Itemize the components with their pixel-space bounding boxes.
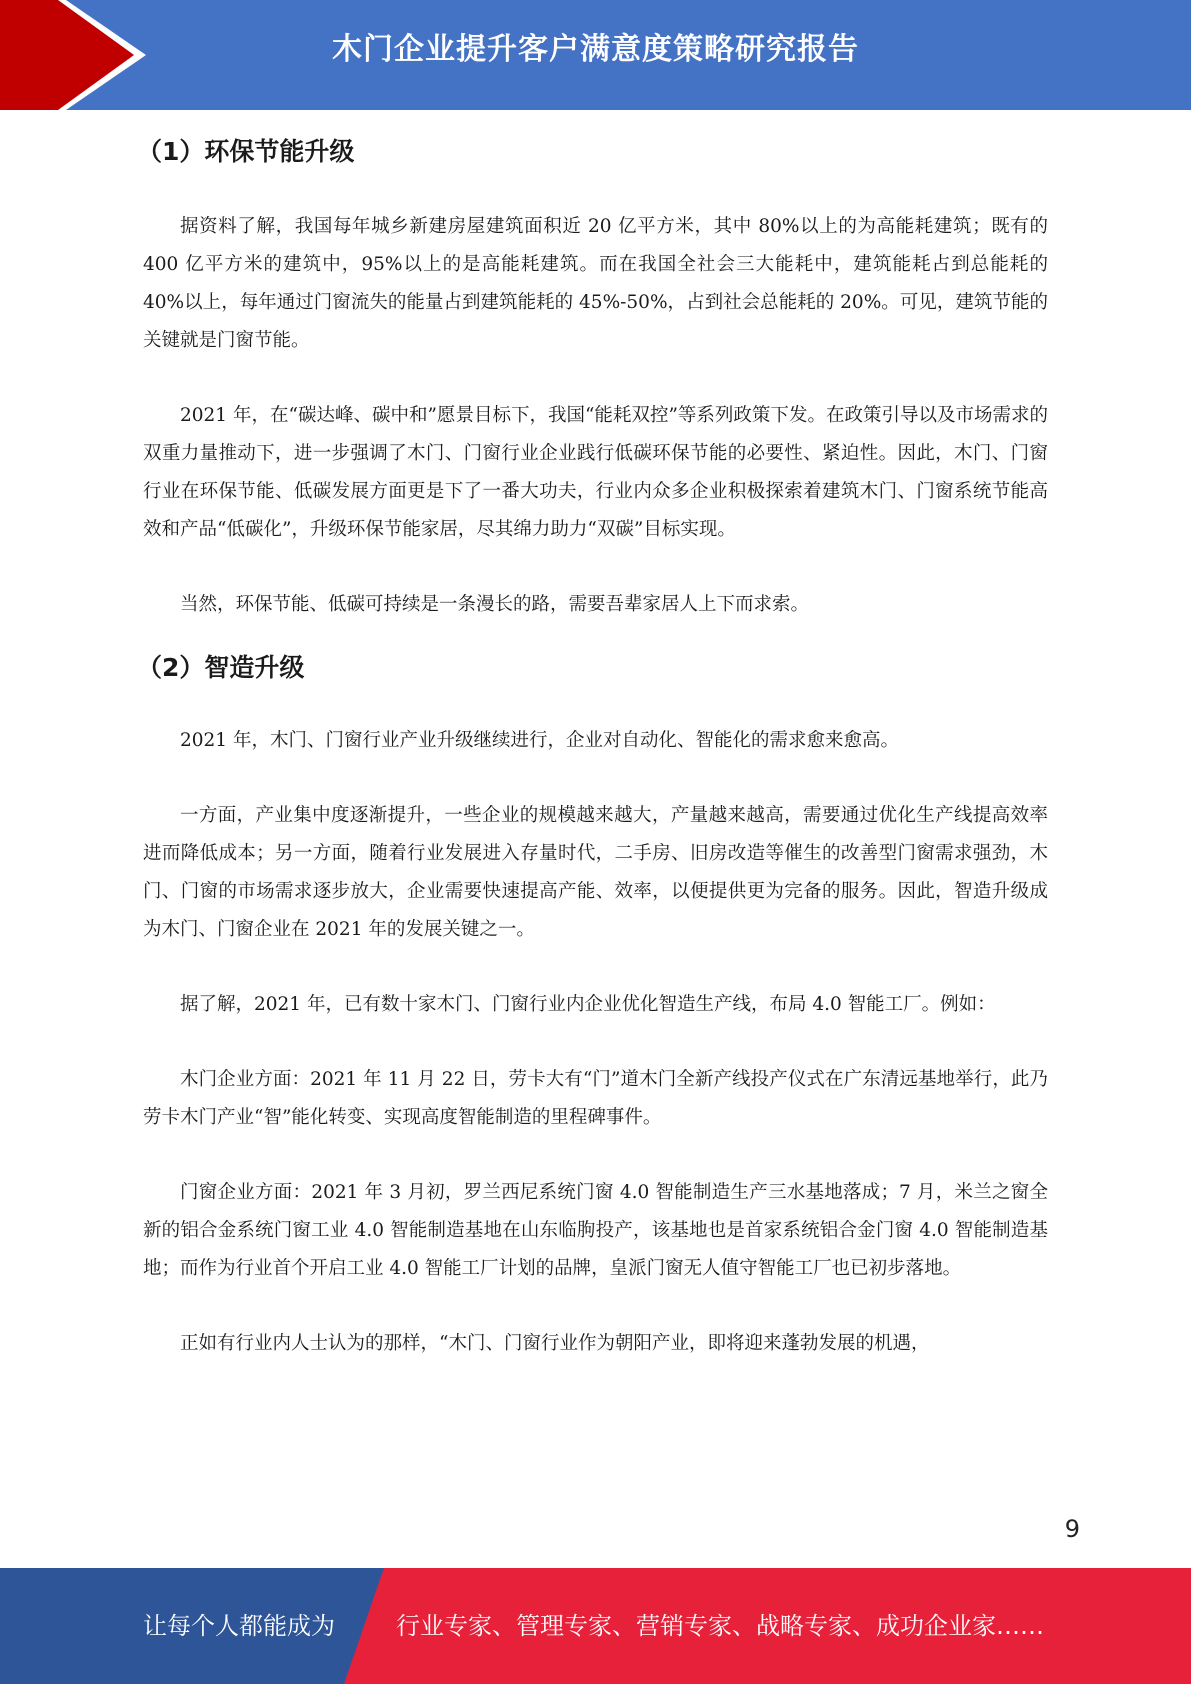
paragraph: 门窗企业方面：2021 年 3 月初，罗兰西尼系统门窗 4.0 智能制造生产三水基地落成；7 月，米兰之窗全新的铝合金系统门窗工业 4.0 智能制造基地在山东临朐投产，该基地也是首家系统铝合金门窗 4.0 智能制造基地；而作为行业首个开启工业 4.0 智能工厂计划的品牌，皇派门窗无人值守智能工厂也已初步落地。 [143,1182,1048,1279]
section-heading: （2）智造升级 [137,653,305,682]
paragraph: 一方面，产业集中度逐渐提升，一些企业的规模越来越大，产量越来越高，需要通过优化生产线提高效率进而降低成本；另一方面，随着行业发展进入存量时代，二手房、旧房改造等催生的改善型门窗需求强劲，木门、门窗的市场需求逐步放大，企业需要快速提高产能、效率，以便提供更为完备的服务。因此，智造升级成为木门、门窗企业在 2021 年的发展关键之一。 [143,805,1048,940]
section-heading: （1）环保节能升级 [137,137,355,166]
paragraph: 正如有行业内人士认为的那样，“木门、门窗行业作为朝阳产业，即将迎来蓬勃发展的机遇， [180,1333,930,1354]
paragraph: 2021 年，在“碳达峰、碳中和”愿景目标下，我国“能耗双控”等系列政策下发。在政策引导以及市场需求的双重力量推动下，进一步强调了木门、门窗行业企业践行低碳环保节能的必要性、紧迫性。因此，木门、门窗行业在环保节能、低碳发展方面更是下了一番大功夫，行业内众多企业积极探索着建筑木门、门窗系统节能高效和产品“低碳化”，升级环保节能家居，尽其绵力助力“双碳”目标实现。 [143,405,1048,540]
report-title: 木门企业提升客户满意度策略研究报告 [332,32,859,67]
paragraph: 当然，环保节能、低碳可持续是一条漫长的路，需要吾辈家居人上下而求索。 [180,594,810,615]
paragraph: 据了解，2021 年，已有数十家木门、门窗行业内企业优化智造生产线，布局 4.0 智能工厂。例如： [180,994,996,1015]
page-header [0,0,1191,110]
paragraph: 据资料了解，我国每年城乡新建房屋建筑面积近 20 亿平方米，其中 80%以上的为高能耗建筑；既有的 400 亿平方米的建筑中，95%以上的是高能耗建筑。而在我国全社会三大能耗中，建筑能耗占到总能耗的 40%以上，每年通过门窗流失的能量占到建筑能耗的 45%-50%，占到社会总能耗的 20%。可见，建筑节能的关键就是门窗节能。 [143,216,1048,351]
section-environmental-upgrade [137,132,1048,624]
footer-slogan-right: 行业专家、管理专家、营销专家、战略专家、成功企业家…… [396,1612,1044,1640]
page-footer [0,1568,1191,1684]
paragraph: 木门企业方面：2021 年 11 月 22 日，劳卡大有“门”道木门全新产线投产仪式在广东清远基地举行，此乃劳卡木门产业“智”能化转变、实现高度智能制造的里程碑事件。 [143,1069,1048,1128]
paragraph: 2021 年，木门、门窗行业产业升级继续进行，企业对自动化、智能化的需求愈来愈高。 [180,730,899,751]
page-content [137,120,1048,1363]
page-number: 9 [1064,1515,1080,1543]
section-smart-manufacturing-upgrade [137,648,1048,1363]
footer-slogan-left: 让每个人都能成为 [143,1612,335,1640]
